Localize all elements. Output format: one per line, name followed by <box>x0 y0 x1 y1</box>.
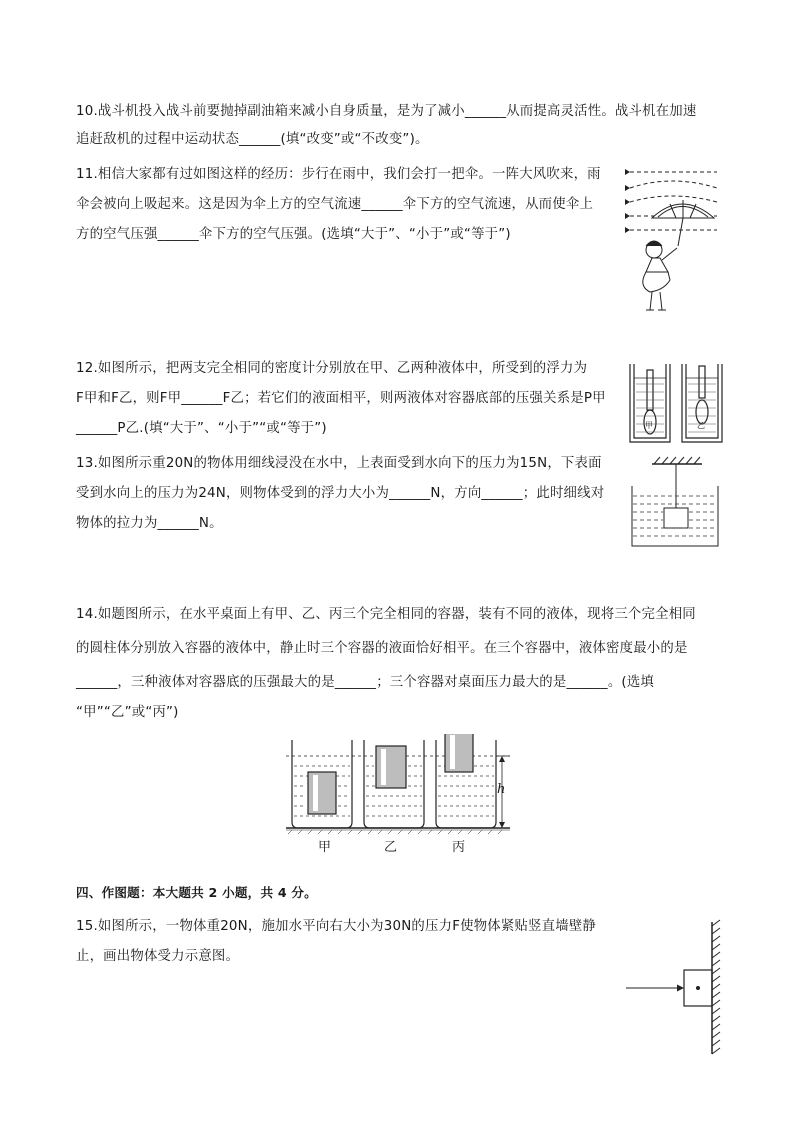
q14-line1: 14.如题图所示，在水平桌面上有甲、乙、丙三个完全相同的容器，装有不同的液体，现将三个完全相同 <box>76 607 696 622</box>
q11-line2: 伞会被向上吸起来。这是因为伞上方的空气流速______伞下方的空气流速，从而使伞上 <box>76 197 594 212</box>
three-containers-figure <box>286 734 516 834</box>
q13-line2: 受到水向上的压力为24N，则物体受到的浮力大小为______N，方向______；此时细线对 <box>76 486 605 501</box>
wall-block-figure <box>622 918 732 1058</box>
q12-line1: 12.如图所示，把两支完全相同的密度计分别放在甲、乙两种液体中，所受到的浮力为 <box>76 361 588 376</box>
container-label-yi: 乙 <box>384 840 398 855</box>
q11-line3: 方的空气压强______伞下方的空气压强。(选填“大于”、“小于”或“等于”) <box>76 227 511 242</box>
q14-line4: “甲”“乙”或“丙”) <box>76 705 179 720</box>
q10-line1: 10.战斗机投入战斗前要抛掉副油箱来减小自身质量，是为了减小______从而提高灵活性。战斗机在加速 <box>76 104 697 119</box>
q14-line2: 的圆柱体分别放入容器的液体中，静止时三个容器的液面恰好相平。在三个容器中，液体密度最小的是 <box>76 641 688 656</box>
submerged-block-figure <box>630 456 720 548</box>
q15-line1: 15.如图所示，一物体重20N，施加水平向右大小为30N的压力F使物体紧贴竖直墙壁静 <box>76 919 597 934</box>
umbrella-wind-figure <box>622 160 722 320</box>
height-label-h: h <box>497 782 506 797</box>
q12-line3: ______P乙.(填“大于”、“小于”“或“等于”) <box>76 421 327 436</box>
q11-line1: 11.相信大家都有过如图这样的经历：步行在雨中，我们会打一把伞。一阵大风吹来，雨 <box>76 167 601 182</box>
section-heading: 四、作图题：本大题共 2 小题，共 4 分。 <box>76 885 317 900</box>
q13-line3: 物体的拉力为______N。 <box>76 516 223 531</box>
q10-line2: 追赶敌机的过程中运动状态______(填“改变”或“不改变”)。 <box>76 132 429 147</box>
q15-line2: 止，画出物体受力示意图。 <box>76 949 240 964</box>
q13-line1: 13.如图所示重20N的物体用细线浸没在水中，上表面受到水向下的压力为15N，下表面 <box>76 456 602 471</box>
q12-line2: F甲和F乙，则F甲______F乙；若它们的液面相平，则两液体对容器底部的压强关系是P甲 <box>76 391 606 406</box>
hydrometer-label-jia: 甲 <box>645 421 653 430</box>
hydrometer-figure <box>626 362 726 444</box>
container-label-jia: 甲 <box>318 840 332 855</box>
hydrometer-label-yi: 乙 <box>697 421 705 430</box>
container-label-bing: 丙 <box>452 840 466 855</box>
q14-line3: ______，三种液体对容器底的压强最大的是______；三个容器对桌面压力最大的是______。(选填 <box>76 675 655 690</box>
